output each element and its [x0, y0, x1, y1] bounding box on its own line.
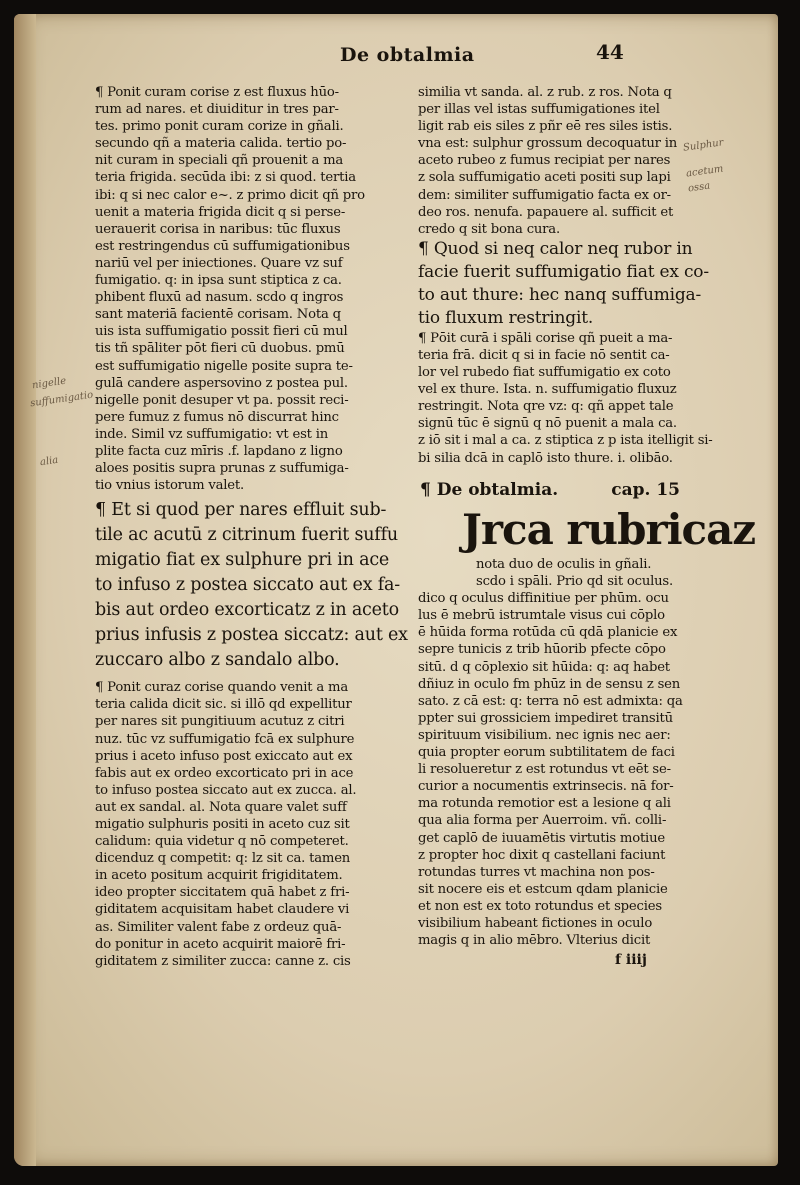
running-header: De obtalmia	[340, 44, 475, 66]
text-line: deo ros. nenufa. papauere al. sufficit et	[418, 204, 674, 220]
text-line: restringit. Nota qre vz: q: qñ appet tale	[418, 399, 674, 415]
text-line: aloes positis supra prunas z suffumiga-	[95, 461, 349, 477]
text-line: vna est: sulphur grossum decoquatur in	[418, 136, 678, 152]
section-title: ¶ De obtalmia.	[420, 480, 559, 500]
text-line: fumigatio. q: in ipsa sunt stiptica z ca.	[95, 273, 342, 289]
margin-note: acetum	[685, 163, 725, 180]
text-line: fabis aut ex ordeo excorticato pri in ace	[95, 765, 354, 781]
text-line: to infuso z postea siccato aut ex fa-	[95, 575, 400, 596]
text-line: ¶ Et si quod per nares effluit sub-	[95, 500, 387, 521]
text-line: ppter sui grossiciem impediret transitū	[418, 710, 673, 726]
text-line: et non est ex toto rotundus et species	[418, 898, 662, 914]
text-line: ma rotunda remotior est a lesione q ali	[418, 796, 671, 812]
text-line: per nares sit pungitiuum acutuz z citri	[95, 714, 345, 730]
text-line: nariū vel per iniectiones. Quare vz suf	[95, 255, 343, 271]
text-line: get caplō de iuuamētis virtutis motiue	[418, 830, 665, 846]
margin-note: ossa	[687, 180, 711, 195]
text-line: signū tūc ē signū q nō puenit a mala ca.	[418, 416, 677, 432]
text-line: facie fuerit suffumigatio fiat ex co-	[418, 261, 709, 282]
text-line: migatio fiat ex sulphure pri in ace	[95, 550, 390, 571]
text-line: to infuso postea siccato aut ex zucca. al.	[95, 782, 357, 798]
text-line: calidum: quia videtur q nō competeret.	[95, 834, 349, 850]
text-line: scdo i spāli. Prio qd sit oculus.	[476, 574, 673, 590]
text-line: lus ē mebrū istrumtale visus cui cōplo	[418, 608, 665, 624]
signature-mark: f iiij	[615, 952, 647, 968]
text-line: giditatem acquisitam habet claudere vi	[95, 902, 350, 918]
text-line: nota duo de oculis in gñali.	[476, 557, 652, 572]
text-line: ligit rab eis siles z pñr eē res siles istis.	[418, 119, 673, 135]
text-line: sant materiā facientē corisam. Nota q	[95, 307, 341, 323]
text-line: teria frigida. secūda ibi: z si quod. tertia	[95, 170, 356, 186]
text-line: prius i aceto infuso post exiccato aut ex	[95, 748, 353, 764]
text-line: quia propter eorum subtilitatem de faci	[418, 745, 675, 761]
right-column-lower	[418, 556, 684, 949]
text-line: lor vel rubedo fiat suffumigatio ex coto	[418, 365, 671, 381]
text-line: per illas vel istas suffumigationes itel	[418, 102, 660, 118]
chapter-number: cap. 15	[611, 480, 680, 500]
text-line: tio vnius istorum valet.	[95, 478, 245, 494]
text-line: sit nocere eis et estcum qdam planicie	[418, 881, 668, 897]
margin-note: alia	[39, 454, 60, 469]
text-line: dñiuz in oculo fm phūz in de sensu z sen	[418, 676, 681, 692]
text-line: curior a nocumentis extrinsecis. nā for-	[418, 779, 674, 795]
text-line: plite facta cuz mīris .f. lapdano z ligno	[95, 443, 343, 459]
text-line: nit curam in speciali qñ prouenit a ma	[95, 153, 344, 169]
margin-note: suffumigatio	[29, 389, 94, 410]
text-line: as. Similiter valent fabe z ordeuz quā-	[95, 919, 342, 935]
text-line: z propter hoc dixit q castellani faciunt	[418, 847, 666, 863]
text-line: ¶ Ponit curaz corise quando venit a ma	[95, 680, 349, 696]
text-line: tile ac acutū z citrinum fuerit suffu	[95, 525, 398, 546]
text-line: giditatem z similiter zucca: canne z. cis	[95, 953, 351, 969]
text-line: est suffumigatio nigelle posite supra te-	[95, 358, 353, 374]
text-line: bis aut ordeo excorticatz z in aceto	[95, 600, 399, 621]
left-column	[95, 84, 408, 970]
text-line: prius infusis z postea siccatz: aut ex	[95, 625, 408, 646]
text-line: teria calida dicit sic. si illō qd expellitur	[95, 697, 352, 713]
text-line: sato. z cā est: q: terra nō est admixta: qa	[418, 693, 683, 709]
text-line: similia vt sanda. al. z rub. z ros. Nota q	[418, 85, 672, 100]
text-line: inde. Simil vz suffumigatio: vt est in	[95, 426, 329, 442]
text-line: aceto rubeo z fumus recipiat per nares	[418, 153, 671, 169]
text-line: do ponitur in aceto acquirit maiorē fri-	[95, 936, 346, 952]
text-line: bi silia dcā in caplō isto thure. i. olibāo.	[418, 450, 673, 466]
text-line: ¶ Quod si neq calor neq rubor in	[418, 238, 693, 259]
text-line: visibilium habeant fictiones in oculo	[418, 915, 653, 931]
text-line: gulā candere aspersovino z postea pul.	[95, 375, 348, 391]
folio-number: 44	[596, 40, 624, 64]
text-line: rotundas turres vt machina non pos-	[418, 864, 655, 880]
text-line: pere fumuz z fumus nō discurrat hinc	[95, 409, 339, 425]
text-line: dicenduz q competit: q: lz sit ca. tamen	[95, 851, 351, 867]
text-line: magis q in alio mēbro. Vlterius dicit	[418, 933, 651, 949]
section-heading	[420, 480, 680, 500]
page-gutter	[14, 14, 36, 1166]
text-line: sepre tunicis z trib hūorib pfecte cōpo	[418, 642, 666, 658]
margin-note: Sulphur	[682, 137, 725, 154]
text-line: uenit a materia frigida dicit q si perse-	[95, 204, 346, 220]
text-line: teria frā. dicit q si in facie nō sentit ca-	[418, 347, 670, 363]
text-line: nigelle ponit desuper vt pa. possit reci-	[95, 392, 349, 408]
text-line: sitū. d q cōplexio sit hūida: q: aq habet	[418, 659, 670, 675]
text-line: to aut thure: hec nanq suffumiga-	[418, 284, 702, 305]
text-line: spirituum visibilium. nec ignis nec aer:	[418, 727, 671, 743]
text-line: tis tñ spāliter pōt fieri cū duobus. pmū	[95, 341, 345, 357]
text-line: ¶ Pōit curā i spāli corise qñ pueit a ma-	[418, 330, 673, 346]
text-line: vel ex thure. Ista. n. suffumigatio fluxuz	[418, 382, 677, 398]
text-line: zuccaro albo z sandalo albo.	[95, 650, 340, 671]
text-line: tes. primo ponit curam corize in gñali.	[95, 119, 344, 135]
text-line: secundo qñ a materia calida. tertio po-	[95, 136, 347, 152]
text-line: z sola suffumigatio aceti positi sup lapi	[418, 170, 671, 186]
text-line: aut ex sandal. al. Nota quare valet suff	[95, 799, 347, 815]
text-line: migatio sulphuris positi in aceto cuz sit	[95, 817, 350, 832]
text-line: in aceto positum acquirit frigiditatem.	[95, 868, 343, 884]
text-line: tio fluxum restringit.	[418, 307, 594, 328]
text-line: z iō sit i mal a ca. z stiptica z p ista itelligit si-	[418, 433, 713, 449]
text-line: est restringendus cū suffumigationibus	[95, 238, 350, 254]
text-line: phibent fluxū ad nasum. scdo q ingros	[95, 290, 344, 306]
text-line: ideo propter siccitatem quā habet z fri-	[95, 885, 350, 901]
text-line: dem: similiter suffumigatio facta ex or-	[418, 187, 671, 203]
text-line: qua alia forma per Auerroim. vñ. colli-	[418, 813, 667, 829]
text-line: credo q sit bona cura.	[418, 221, 560, 237]
text-line: li resolueretur z est rotundus vt eēt se-	[418, 762, 671, 778]
text-line: ibi: q si nec calor e~. z primo dicit qñ pro	[95, 187, 365, 203]
text-line: ē hūida forma rotūda cū qdā planicie ex	[418, 625, 678, 641]
text-line: uis ista suffumigatio possit fieri cū mul	[95, 324, 348, 340]
margin-note: nigelle	[31, 375, 67, 392]
text-line: nuz. tūc vz suffumigatio fcā ex sulphure	[95, 731, 355, 747]
text-line: ¶ Ponit curam corise z est fluxus hūo-	[95, 85, 339, 100]
text-line: rum ad nares. et diuiditur in tres par-	[95, 102, 339, 118]
rubric-initial-heading: Jrca rubricaz	[462, 505, 756, 554]
text-line: dico q oculus diffinitiue per phūm. ocu	[418, 591, 669, 607]
text-line: uerauerit corisa in naribus: tūc fluxus	[95, 221, 341, 237]
